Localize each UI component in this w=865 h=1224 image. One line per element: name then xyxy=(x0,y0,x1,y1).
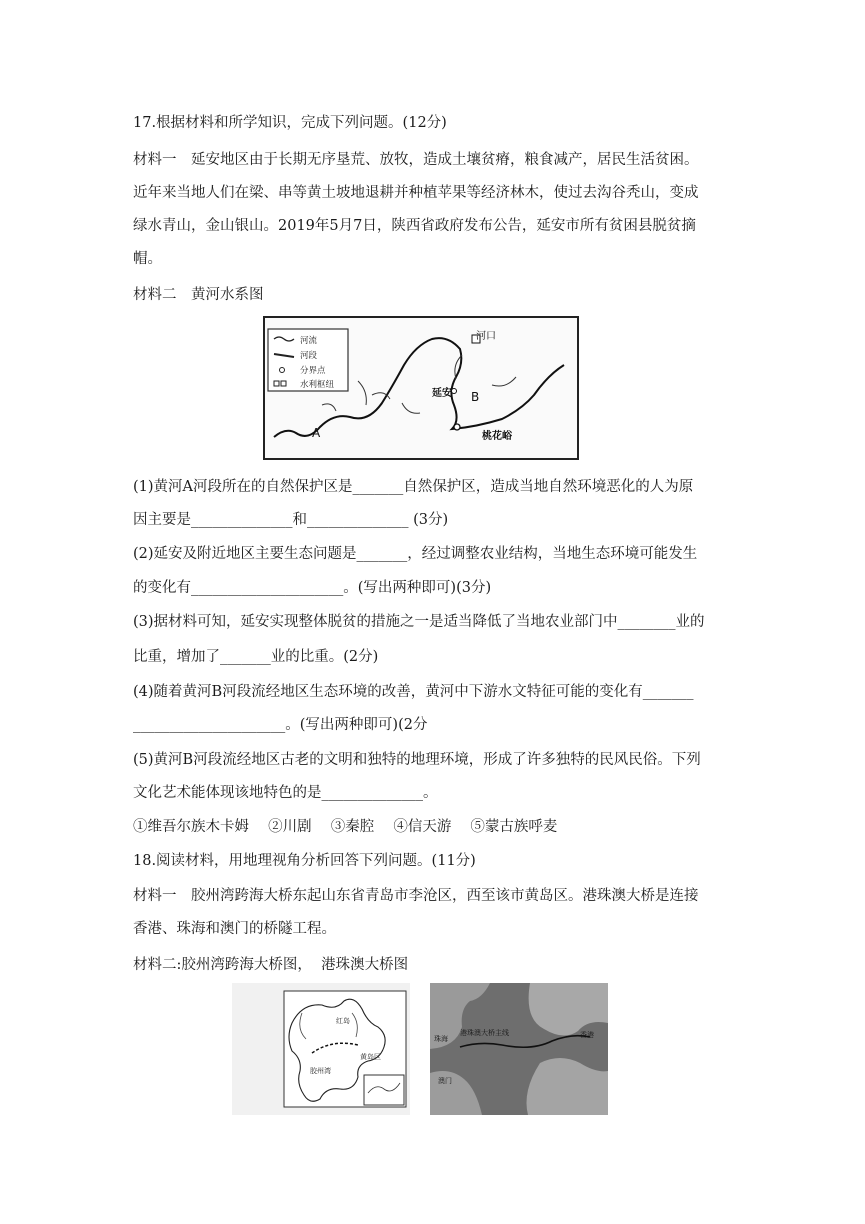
yellow-river-map xyxy=(262,315,580,465)
q17-part1-line2: 因主要是______________和______________ (3分) xyxy=(133,512,449,528)
label-bridge-main: 港珠澳大桥主线 xyxy=(460,1029,509,1037)
q17-part5-line1: (5)黄河B河段流经地区古老的文明和独特的地理环境，形成了许多独特的民风民俗。下列 xyxy=(133,752,701,768)
q17-part5-line2: 文化艺术能体现该地特色的是______________。 xyxy=(133,785,438,801)
q18-material2-title: 材料二:胶州湾跨海大桥图， 港珠澳大桥图 xyxy=(133,957,409,973)
label-hekou: 河口 xyxy=(476,331,496,342)
label-hk: 香港 xyxy=(580,1031,594,1039)
label-huangdao: 黄岛区 xyxy=(360,1053,381,1061)
q17-material1-line3: 绿水青山，金山银山。2019年5月7日，陕西省政府发布公告，延安市所有贫困县脱贫摘 xyxy=(133,218,696,234)
q17-material2-title: 材料二 黄河水系图 xyxy=(133,287,264,303)
q18-title: 18.阅读材料，用地理视角分析回答下列问题。(11分) xyxy=(133,853,476,869)
q17-material1-line4: 帽。 xyxy=(133,251,162,267)
jiaozhou-bay-map xyxy=(232,983,410,1115)
q17-part4-line1: (4)随着黄河B河段流经地区生态环境的改善，黄河中下游水文特征可能的变化有_______ xyxy=(133,684,694,700)
q17-options: ①维吾尔族木卡姆 ②川剧 ③秦腔 ④信天游 ⑤蒙古族呼麦 xyxy=(133,819,558,835)
q17-part3-line2: 比重，增加了_______业的比重。(2分) xyxy=(133,649,379,665)
label-macau: 澳门 xyxy=(438,1077,452,1085)
label-hongdao: 红岛 xyxy=(336,1017,350,1025)
legend-river: 河流 xyxy=(300,336,318,346)
q17-part3-line1: (3)据材料可知，延安实现整体脱贫的措施之一是适当降低了当地农业部门中________业的 xyxy=(133,614,705,630)
label-zhuhai: 珠海 xyxy=(434,1035,448,1043)
legend-boundary-point: 分界点 xyxy=(300,366,326,376)
label-yanan: 延安 xyxy=(432,388,452,399)
q17-part2-line2: 的变化有_____________________。(写出两种即可)(3分) xyxy=(133,580,492,596)
q17-part4-line2: _____________________。(写出两种即可)(2分 xyxy=(133,717,428,733)
q17-part1-line1: (1)黄河A河段所在的自然保护区是_______自然保护区，造成当地自然环境恶化的人为原 xyxy=(133,479,694,495)
q17-material1-line2: 近年来当地人们在梁、串等黄土坡地退耕并种植苹果等经济林木，使过去沟谷秃山，变成 xyxy=(133,185,699,201)
q17-material1-line1: 材料一 延安地区由于长期无序垦荒、放牧，造成土壤贫瘠，粮食减产，居民生活贫困。 xyxy=(133,152,699,168)
label-taohuayu: 桃花峪 xyxy=(482,431,512,442)
q17-title: 17.根据材料和所学知识，完成下列问题。(12分) xyxy=(133,115,447,131)
hzm-bridge-map xyxy=(430,983,608,1115)
q17-part2-line1: (2)延安及附近地区主要生态问题是_______，经过调整农业结构，当地生态环境可能发生 xyxy=(133,546,698,562)
label-jiaozhou-bay: 胶州湾 xyxy=(310,1067,331,1075)
legend-section: 河段 xyxy=(300,351,318,361)
label-a: A xyxy=(312,426,321,440)
q18-material1-line2: 香港、珠海和澳门的桥隧工程。 xyxy=(133,921,336,937)
legend-dam: 水利枢纽 xyxy=(300,380,335,390)
q18-material1-line1: 材料一 胶州湾跨海大桥东起山东省青岛市李沧区，西至该市黄岛区。港珠澳大桥是连接 xyxy=(133,888,699,904)
label-b: B xyxy=(471,390,480,404)
